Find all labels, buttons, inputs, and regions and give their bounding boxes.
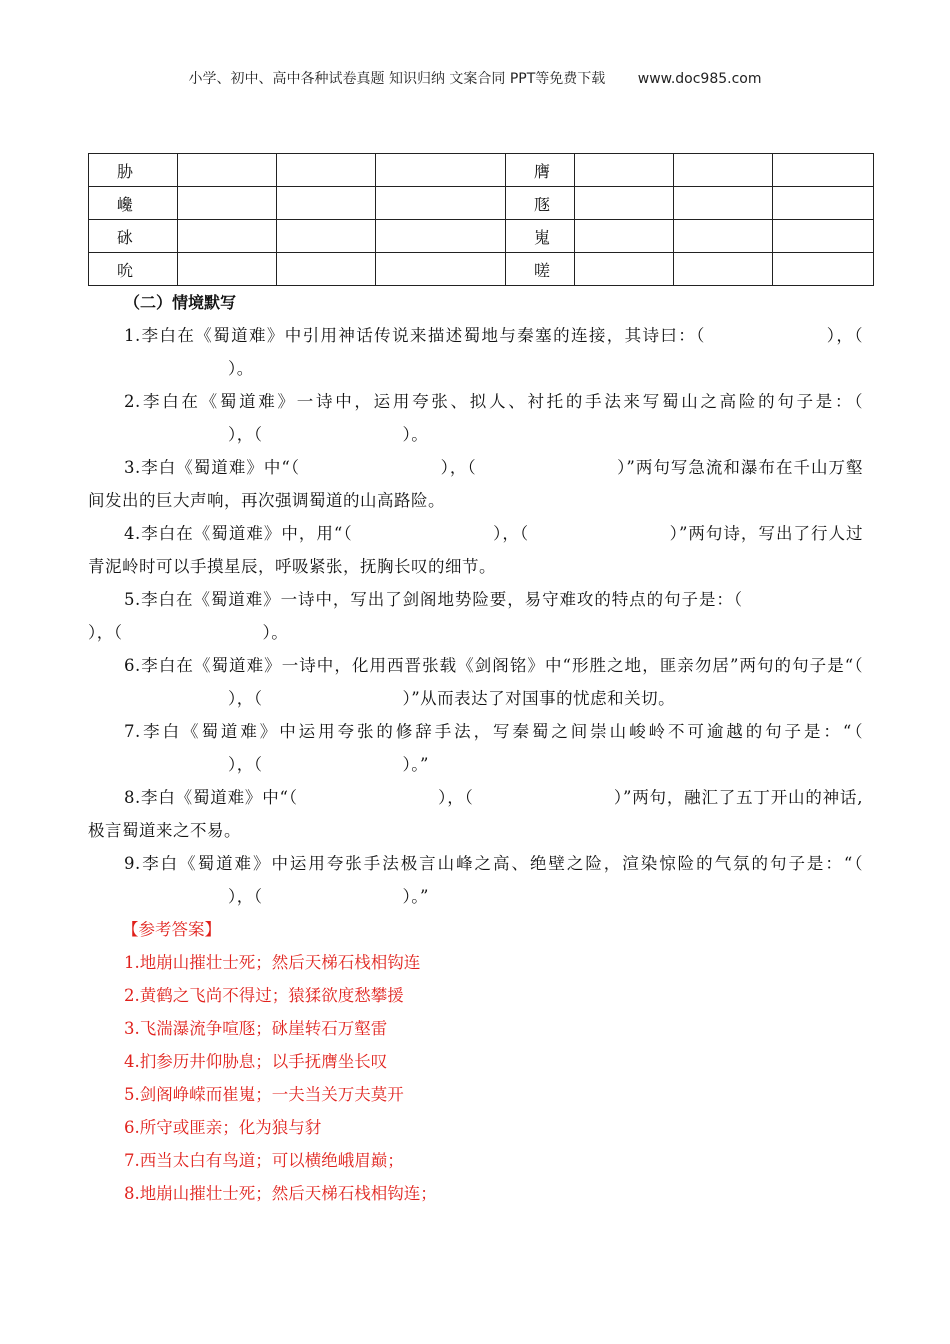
char-cell: 膺	[506, 154, 575, 187]
table-row	[89, 253, 874, 286]
question-1: 1.李白在《蜀道难》中引用神话传说来描述蜀地与秦塞的连接，其诗曰：（ ），（）。	[124, 326, 863, 378]
question-3: 3.李白《蜀道难》中“（ ），（ ）”两句写急流和瀑布在千山万壑间发出的巨大声响，再次强调蜀道的山高路险。	[88, 458, 864, 510]
char-cell: 砯	[89, 220, 178, 253]
question-5: 5.李白在《蜀道难》一诗中，写出了剑阁地势险要，易守难攻的特点的句子是：（），（ ）。	[88, 590, 743, 642]
answer-item: 5.剑阁峥嵘而崔嵬；一夫当关万夫莫开	[124, 1085, 404, 1104]
table-row	[89, 154, 874, 187]
question-8: 8.李白《蜀道难》中“（ ），（ ）”两句，融汇了五丁开山的神话,极言蜀道来之不易。	[88, 788, 863, 840]
main-content	[88, 286, 863, 1210]
question-2: 2.李白在《蜀道难》一诗中，运用夸张、拟人、衬托的手法来写蜀山之高险的句子是：（），（ ）。	[124, 392, 863, 444]
question-4: 4.李白在《蜀道难》中，用“（ ），（ ）”两句诗，写出了行人过青泥岭时可以手摸星辰，呼吸紧张，抚胸长叹的细节。	[88, 524, 864, 576]
answer-item: 6.所守或匪亲；化为狼与豺	[124, 1118, 322, 1137]
question-7: 7.李白《蜀道难》中运用夸张的修辞手法，写秦蜀之间崇山峻岭不可逾越的句子是：“（），（ ）。”	[124, 722, 863, 774]
question-9: 9.李白《蜀道难》中运用夸张手法极言山峰之高、绝壁之险，渲染惊险的气氛的句子是：“（），（ ）。”	[124, 854, 863, 906]
answer-item: 7.西当太白有鸟道；可以横绝峨眉巅；	[124, 1151, 404, 1170]
section-title: （二）情境默写	[124, 293, 237, 312]
character-table	[88, 153, 874, 286]
answer-item: 4.扪参历井仰胁息；以手抚膺坐长叹	[124, 1052, 388, 1071]
page-header	[0, 68, 950, 88]
char-cell: 巉	[89, 187, 178, 220]
char-cell: 嵬	[506, 220, 575, 253]
answers-title: 【参考答案】	[122, 920, 221, 939]
answer-item: 1.地崩山摧壮士死；然后天梯石栈相钩连	[124, 953, 421, 972]
char-cell: 嗟	[506, 253, 575, 286]
char-cell: 豗	[506, 187, 575, 220]
question-6: 6.李白在《蜀道难》一诗中，化用西晋张载《剑阁铭》中“形胜之地，匪亲勿居”两句的句子是“（），（ ）”从而表达了对国事的忧虑和关切。	[124, 656, 863, 708]
answer-item: 8.地崩山摧壮士死；然后天梯石栈相钩连；	[124, 1184, 437, 1203]
header-text: 小学、初中、高中各种试卷真题 知识归纳 文案合同 PPT等免费下载	[188, 71, 606, 87]
char-cell: 吮	[89, 253, 178, 286]
table-row	[89, 187, 874, 220]
answer-item: 2.黄鹤之飞尚不得过；猿猱欲度愁攀援	[124, 986, 404, 1005]
table-row	[89, 220, 874, 253]
header-site-url[interactable]: www.doc985.com	[637, 71, 762, 87]
char-cell: 胁	[89, 154, 178, 187]
answer-item: 3.飞湍瀑流争喧豗；砯崖转石万壑雷	[124, 1019, 388, 1038]
